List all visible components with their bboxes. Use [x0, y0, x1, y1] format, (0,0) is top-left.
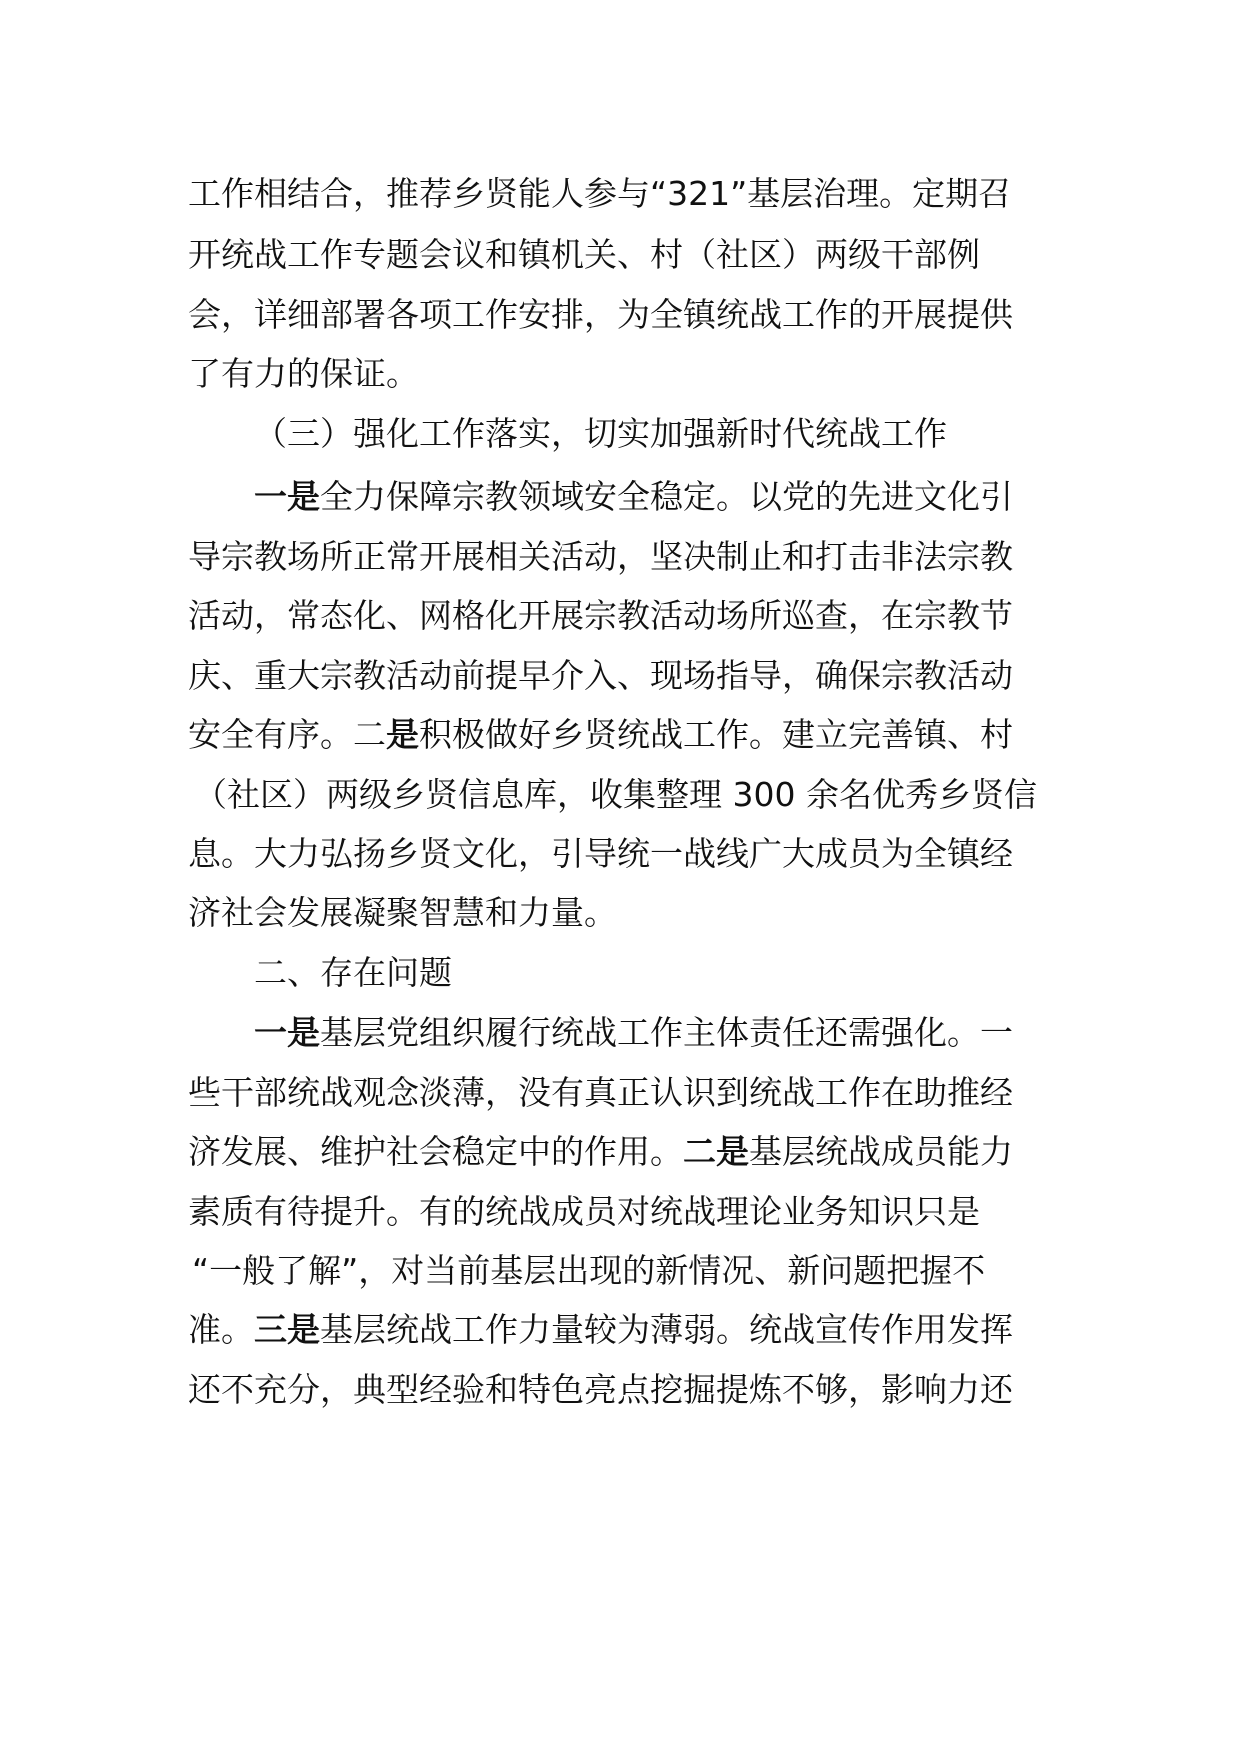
text-line [192, 1249, 985, 1293]
text-run: 活动，常态化、网格化开展宗教活动场所巡查，在宗教节 [188, 596, 1013, 635]
text-line [194, 773, 1037, 817]
text-run: 了有力的保证。 [188, 354, 419, 393]
text-run: 基层统战工作力量较为薄弱。统战宣传作用发挥 [320, 1310, 1013, 1349]
text-line [188, 1308, 1013, 1352]
text-line [188, 891, 617, 935]
bold-run: 一是 [254, 1013, 320, 1052]
text-line [254, 1011, 1013, 1055]
bold-run: 三是 [254, 1310, 320, 1349]
text-run: 安全有序。二 [188, 715, 386, 754]
text-run: 准。 [188, 1310, 254, 1349]
text-line [188, 1368, 1013, 1412]
text-run: 积极做好乡贤统战工作。建立完善镇、村 [419, 715, 1013, 754]
text-line [254, 475, 1013, 519]
text-line [188, 172, 1011, 216]
text-run: 济发展、维护社会稳定中的作用。 [188, 1132, 683, 1171]
text-run: 庆、重大宗教活动前提早介入、现场指导，确保宗教活动 [188, 656, 1013, 695]
text-line [188, 654, 1013, 698]
text-run: 工作相结合，推荐乡贤能人参与“321”基层治理。定期召 [188, 174, 1012, 213]
text-run: 基层党组织履行统战工作主体责任还需强化。一 [320, 1013, 1013, 1052]
text-run: 息。大力弘扬乡贤文化，引导统一战线广大成员为全镇经 [188, 834, 1013, 873]
text-run: 济社会发展凝聚智慧和力量。 [188, 893, 617, 932]
text-line [188, 713, 1013, 757]
text-run: 基层统战成员能力 [749, 1132, 1013, 1171]
text-run: 些干部统战观念淡薄，没有真正认识到统战工作在助推经 [188, 1073, 1013, 1112]
text-line [188, 293, 1013, 337]
text-run: “一般了解”，对当前基层出现的新情况、新问题把握不 [192, 1251, 986, 1290]
text-line [188, 594, 1013, 638]
text-run: 素质有待提升。有的统战成员对统战理论业务知识只是 [188, 1192, 980, 1231]
text-line [188, 352, 419, 396]
text-line [188, 1130, 1013, 1174]
text-line [188, 233, 980, 277]
text-run: （三）强化工作落实，切实加强新时代统战工作 [254, 414, 947, 453]
text-line [188, 832, 1013, 876]
text-run: 开统战工作专题会议和镇机关、村（社区）两级干部例 [188, 235, 980, 274]
text-run: （社区）两级乡贤信息库，收集整理 300 余名优秀乡贤信 [194, 775, 1037, 814]
section-heading [254, 412, 947, 456]
text-line [188, 535, 1013, 579]
text-line [188, 1190, 980, 1234]
text-line [188, 1071, 1013, 1115]
text-run: 还不充分，典型经验和特色亮点挖掘提炼不够，影响力还 [188, 1370, 1013, 1409]
bold-run: 一是 [254, 477, 320, 516]
bold-run: 是 [386, 715, 419, 754]
text-run: 全力保障宗教领域安全稳定。以党的先进文化引 [320, 477, 1013, 516]
text-run: 会，详细部署各项工作安排，为全镇统战工作的开展提供 [188, 295, 1013, 334]
bold-run: 二是 [683, 1132, 749, 1171]
text-run: 导宗教场所正常开展相关活动，坚决制止和打击非法宗教 [188, 537, 1013, 576]
section-heading [254, 951, 452, 995]
text-run: 二、存在问题 [254, 953, 452, 992]
